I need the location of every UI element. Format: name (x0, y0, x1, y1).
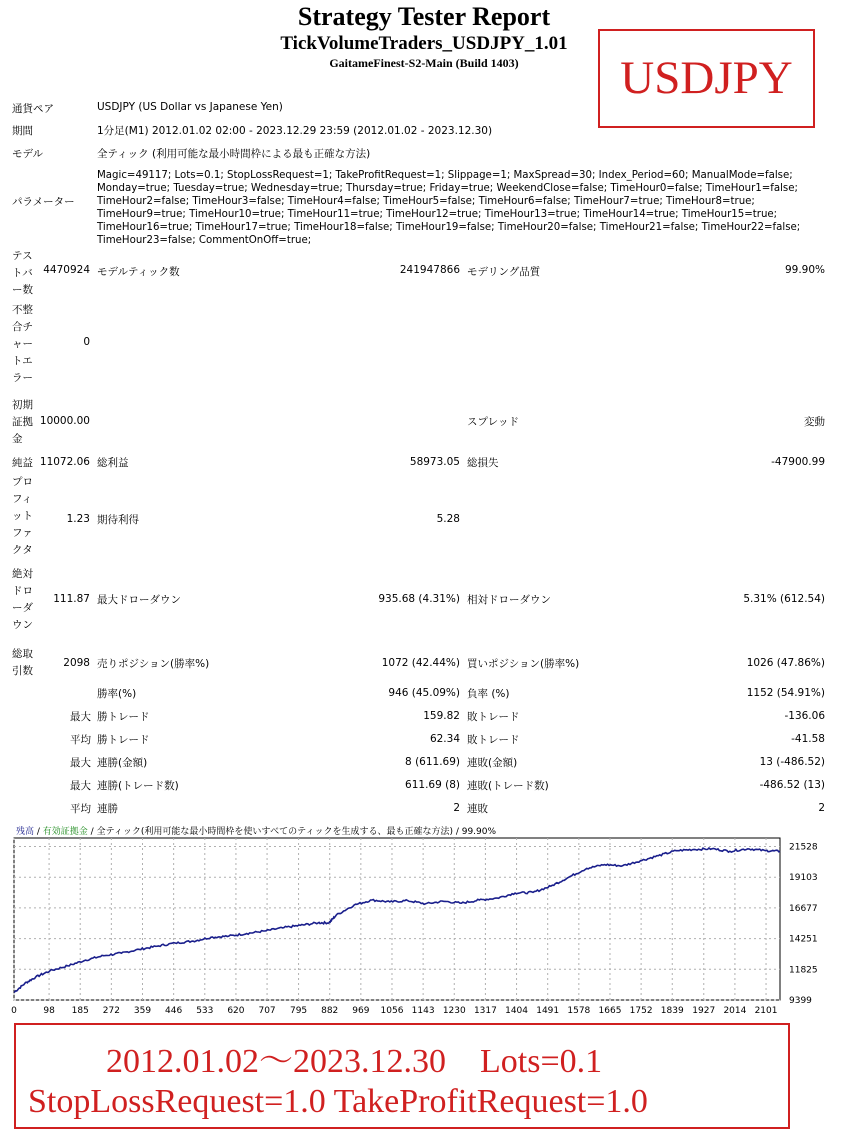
bars-value: 4470924 (43, 264, 90, 276)
avg-win-streak-value: 2 (453, 802, 460, 814)
summary-box (14, 1023, 790, 1129)
x-tick-label: 1927 (692, 1006, 716, 1016)
cons-lose-money-value: 13 (-486.52) (759, 756, 825, 768)
rel-dd-value: 5.31% (612.54) (743, 593, 825, 605)
cons-win-count-value: 611.69 (8) (405, 779, 460, 791)
x-tick-label: 2101 (754, 1006, 778, 1016)
avg-label: 平均 (70, 734, 91, 746)
net-label: 純益 (12, 457, 33, 469)
y-tick-label: 16677 (789, 903, 818, 914)
cons-lose-money-label: 連敗(金額) (467, 757, 518, 769)
legend-model: 全ティック(利用可能な最小時間枠を使いすべてのティックを生成する、最も正確な方法) (96, 827, 453, 837)
gross-profit-label: 総利益 (97, 457, 129, 469)
y-tick-label: 14251 (789, 934, 818, 945)
loss-rate-label: 負率 (%) (467, 688, 510, 700)
x-tick-label: 620 (227, 1006, 245, 1016)
deposit-value: 10000.00 (39, 415, 90, 427)
x-tick-label: 1491 (536, 1006, 560, 1016)
avg-label-2: 平均 (70, 803, 91, 815)
short-value: 1072 (42.44%) (381, 657, 460, 669)
long-value: 1026 (47.86%) (746, 657, 825, 669)
max-dd-label: 最大ドローダウン (97, 594, 181, 606)
rel-dd-label: 相対ドローダウン (467, 594, 551, 606)
cons-win-count-label: 連勝(トレード数) (97, 780, 179, 792)
cons-win-money-value: 8 (611.69) (405, 756, 460, 768)
gross-loss-label: 総損失 (467, 457, 499, 469)
legend-equity: 有効証拠金 (42, 827, 88, 837)
x-tick-label: 1230 (442, 1006, 466, 1016)
x-tick-label: 1665 (598, 1006, 622, 1016)
legend-quality: 99.90% (461, 827, 497, 837)
symbol-badge: USDJPY (598, 29, 815, 128)
x-tick-label: 446 (165, 1006, 183, 1016)
y-tick-label: 19103 (789, 873, 818, 884)
x-tick-label: 969 (352, 1006, 370, 1016)
x-tick-label: 1404 (505, 1006, 529, 1016)
loss-rate-value: 1152 (54.91%) (746, 687, 825, 699)
spread-label: スプレッド (467, 416, 519, 428)
y-tick-label: 21528 (789, 842, 818, 853)
trades-label: 総取引数 (12, 648, 33, 677)
avg-lose-streak-label: 連敗 (467, 803, 488, 815)
quality-label: モデリング品質 (467, 266, 541, 278)
x-tick-label: 533 (196, 1006, 214, 1016)
cons-lose-count-value: -486.52 (13) (759, 779, 825, 791)
max-label: 最大 (70, 711, 91, 723)
bars-label: テストバー数 (12, 250, 33, 296)
symbol-label: 通貨ペア (12, 103, 54, 115)
x-tick-label: 185 (71, 1006, 89, 1016)
avg-win-streak-label: 連勝 (97, 803, 118, 815)
max-label-3: 最大 (70, 780, 91, 792)
short-label: 売りポジション(勝率%) (97, 658, 210, 670)
gross-profit-value: 58973.05 (409, 456, 460, 468)
x-tick-label: 272 (102, 1006, 120, 1016)
x-tick-label: 795 (289, 1006, 308, 1016)
model-value: 全ティック (利用可能な最小時間枠による最も正確な方法) (97, 148, 371, 160)
x-tick-label: 882 (321, 1006, 339, 1016)
ticks-value: 241947866 (399, 264, 460, 276)
y-axis-ticks (789, 843, 818, 1006)
mismatch-label: 不整合チャートエラー (12, 304, 33, 384)
max-lose-trade-value: -136.06 (784, 710, 825, 722)
x-tick-label: 1578 (567, 1006, 591, 1016)
gross-loss-value: -47900.99 (771, 456, 825, 468)
long-label: 買いポジション(勝率%) (467, 658, 580, 670)
win-rate-label: 勝率(%) (97, 688, 137, 700)
avg-lose-trade-value: -41.58 (791, 733, 825, 745)
x-tick-label: 1143 (411, 1006, 435, 1016)
y-tick-label: 11825 (789, 965, 818, 976)
max-lose-trade-label: 敗トレード (467, 711, 520, 723)
cons-lose-count-label: 連敗(トレード数) (467, 780, 549, 792)
report-title: Strategy Tester Report (297, 2, 551, 31)
net-value: 11072.06 (39, 456, 90, 468)
x-tick-label: 707 (258, 1006, 276, 1016)
win-rate-value: 946 (45.09%) (388, 687, 460, 699)
avg-lose-streak-value: 2 (818, 802, 825, 814)
max-dd-value: 935.68 (4.31%) (378, 593, 460, 605)
max-win-trade-label: 勝トレード (97, 711, 150, 723)
x-tick-label: 359 (133, 1006, 152, 1016)
period-value: 1分足(M1) 2012.01.02 02:00 - 2023.12.29 23:59 (2012.01.02 - 2023.12.30) (97, 125, 493, 137)
x-tick-label: 1839 (660, 1006, 684, 1016)
quality-value: 99.90% (784, 264, 825, 276)
trades-value: 2098 (63, 657, 90, 669)
period-label: 期間 (12, 125, 33, 137)
x-tick-label: 98 (43, 1006, 55, 1016)
abs-dd-label: 絶対ドローダウン (12, 568, 33, 631)
x-tick-label: 0 (11, 1006, 17, 1016)
params-value: Magic=49117; Lots=0.1; StopLossRequest=1; TakeProfitRequest=1; Slippage=1; MaxSpread=30; Index_Period=60; ManualMode=false; Monday=true; Tuesday=true; Wednesday=true; Thursday=true; Friday=true; WeekendClose=false; TimeHour0=false; TimeHour1=false; TimeHour2=false; TimeHour3=false; TimeHour4=false; TimeHour5=false; TimeHour6=false; TimeHour7=true; TimeHour8=true; TimeHour9=true; TimeHour10=true; TimeHour11=true; TimeHour12=true; TimeHour13=true; TimeHour14=true; TimeHour15=true; TimeHour16=true; TimeHour17=true; TimeHour18=false; TimeHour19=false; TimeHour20=false; TimeHour21=false; TimeHour22=false; TimeHour23=false; CommentOnOff=true; (97, 170, 801, 246)
abs-dd-value: 111.87 (53, 593, 90, 605)
x-axis-ticks (11, 1006, 777, 1016)
symbol-value: USDJPY (US Dollar vs Japanese Yen) (97, 101, 283, 113)
balance-chart (13, 822, 835, 1022)
spread-value: 変動 (804, 416, 825, 428)
model-label: モデル (12, 148, 43, 160)
cons-win-money-label: 連勝(金額) (97, 757, 148, 769)
pf-value: 1.23 (66, 513, 90, 525)
strategy-name: TickVolumeTraders_USDJPY_1.01 (280, 33, 568, 54)
max-label-2: 最大 (70, 757, 91, 769)
expected-label: 期待利得 (97, 514, 139, 526)
build-info: GaitameFinest-S2-Main (Build 1403) (329, 56, 519, 70)
deposit-label: 初期証拠金 (12, 399, 33, 445)
expected-value: 5.28 (436, 513, 460, 525)
summary-sl-tp: StopLossRequest=1.0 TakeProfitRequest=1.0 (28, 1083, 648, 1120)
x-tick-label: 2014 (723, 1006, 747, 1016)
pf-label: プロフィットファクタ (12, 476, 33, 556)
x-tick-label: 1317 (473, 1006, 497, 1016)
y-tick-label: 9399 (789, 996, 812, 1006)
x-tick-label: 1752 (629, 1006, 653, 1016)
avg-lose-trade-label: 敗トレード (467, 734, 520, 746)
avg-win-trade-value: 62.34 (429, 733, 460, 745)
params-label: パラメーター (12, 196, 75, 208)
ticks-label: モデルティック数 (97, 266, 180, 278)
summary-period-lots: 2012.01.02～2023.12.30 Lots=0.1 (106, 1043, 603, 1080)
svg-text:残高 / 有効証拠金 / 全ティック(利用可能な最小時間枠を: 残高 / 有効証拠金 / 全ティック(利用可能な最小時間枠を使いすべてのティックを生成する、最も正確な方法) / 99.90% (16, 827, 497, 837)
chart-frame (14, 838, 780, 1000)
max-win-trade-value: 159.82 (423, 710, 460, 722)
legend-balance: 残高 (16, 827, 35, 837)
avg-win-trade-label: 勝トレード (97, 734, 150, 746)
mismatch-value: 0 (83, 336, 90, 348)
x-tick-label: 1056 (380, 1006, 404, 1016)
